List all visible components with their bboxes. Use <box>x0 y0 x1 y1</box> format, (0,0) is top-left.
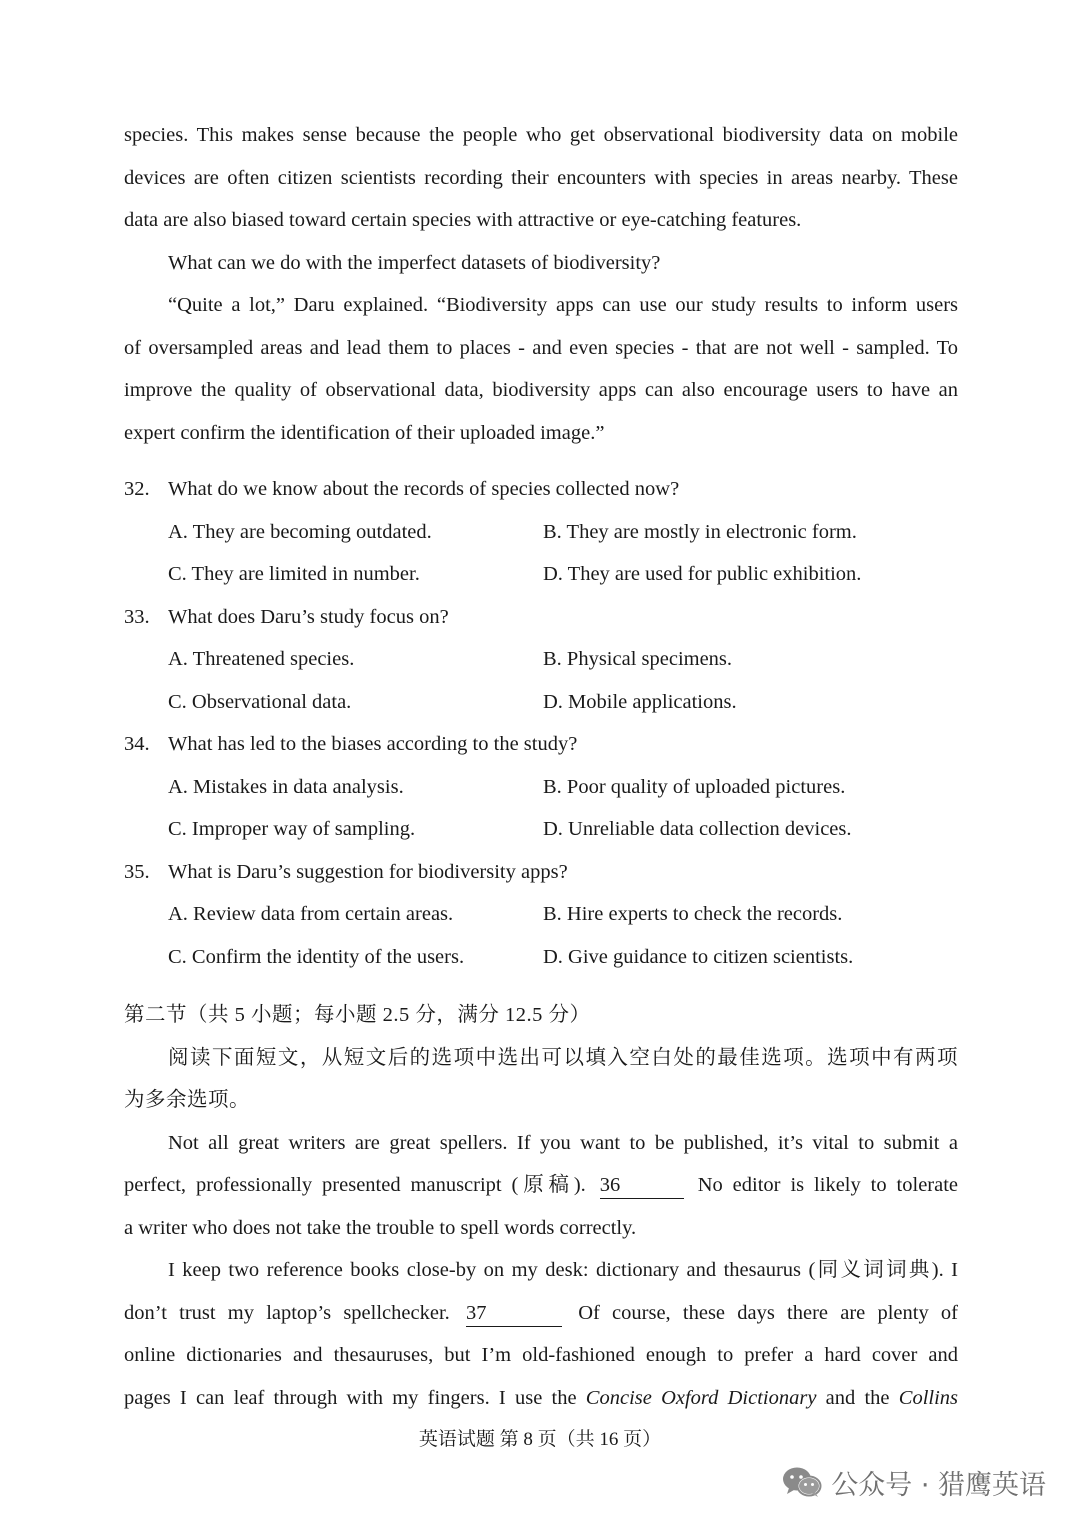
blank-36: 36 <box>600 1172 684 1199</box>
section-instruction: 为多余选项。 <box>124 1089 250 1111</box>
option-d: D. They are used for public exhibition. <box>543 563 862 585</box>
passage-line: don’t trust my laptop’s spellchecker. 37 Of course, these days there are plenty of <box>124 1292 958 1335</box>
passage-line: I keep two reference books close-by on my desk: dictionary and thesaurus (同义词词典). I <box>168 1259 958 1281</box>
option-c: C. They are limited in number. <box>168 563 420 585</box>
question-text: What is Daru’s suggestion for biodiversity apps? <box>168 860 568 883</box>
option-d: D. Unreliable data collection devices. <box>543 818 852 840</box>
passage-line: species. This makes sense because the people who get observational biodiversity data on mobile <box>124 124 958 146</box>
passage-2 <box>124 1122 958 1420</box>
question-number: 33. <box>124 605 150 628</box>
section-instruction: 阅读下面短文，从短文后的选项中选出可以填入空白处的最佳选项。选项中有两项 <box>168 1046 958 1069</box>
option-b: B. Hire experts to check the records. <box>543 903 843 925</box>
question-34 <box>124 723 958 851</box>
watermark <box>781 1462 1046 1502</box>
question-35 <box>124 851 958 979</box>
question-32 <box>124 468 958 596</box>
blank-37: 37 <box>466 1300 562 1327</box>
book-title: Concise Oxford Dictionary <box>585 1386 817 1409</box>
passage-line: a writer who does not take the trouble to spell words correctly. <box>124 1216 637 1239</box>
watermark-text: 公众号 · 猎鹰英语 <box>831 1469 1046 1501</box>
option-d: D. Give guidance to citizen scientists. <box>543 945 854 968</box>
passage-line: improve the quality of observational data, biodiversity apps can also encourage users to have an <box>124 379 958 401</box>
passage-line: expert confirm the identification of their uploaded image.” <box>124 421 605 444</box>
option-d: D. Mobile applications. <box>543 690 737 713</box>
passage-1 <box>124 114 958 454</box>
passage-line: Not all great writers are great spellers. If you want to be published, it’s vital to submit a <box>168 1131 958 1154</box>
book-title: Collins <box>898 1386 958 1409</box>
option-c: C. Observational data. <box>168 690 352 713</box>
option-c: C. Confirm the identity of the users. <box>168 945 465 968</box>
page-content <box>124 114 958 1419</box>
section-heading: 第二节（共 5 小题；每小题 2.5 分，满分 12.5 分） <box>124 1004 591 1026</box>
section-2 <box>124 994 958 1122</box>
passage-line: online dictionaries and thesauruses, but I’m old-fashioned enough to prefer a hard cover and <box>124 1344 958 1366</box>
option-a: A. Mistakes in data analysis. <box>168 775 404 798</box>
passage-line: pages I can leaf through with my fingers. I use the Concise Oxford Dictionary and the Collins <box>124 1386 958 1409</box>
option-b: B. Poor quality of uploaded pictures. <box>543 775 846 798</box>
option-b: B. They are mostly in electronic form. <box>543 520 857 543</box>
question-text: What has led to the biases according to the study? <box>168 733 578 755</box>
option-a: A. Review data from certain areas. <box>168 903 454 925</box>
question-list <box>124 468 958 978</box>
question-33 <box>124 596 958 724</box>
passage-line: “Quite a lot,” Daru explained. “Biodiversity apps can use our study results to inform users <box>168 294 958 316</box>
passage-line: devices are often citizen scientists recording their encounters with species in areas nearby. These <box>124 166 958 189</box>
page-footer: 英语试题 第 8 页（共 16 页） <box>418 1429 662 1450</box>
passage-line: perfect, professionally presented manuscript (原稿). 36 No editor is likely to tolerate <box>124 1164 958 1207</box>
question-text: What does Daru’s study focus on? <box>168 605 449 628</box>
wechat-icon <box>781 1465 823 1499</box>
passage-line: of oversampled areas and lead them to places - and even species - that are not well - sampled. To <box>124 336 958 359</box>
question-text: What do we know about the records of species collected now? <box>168 478 680 500</box>
option-a: A. Threatened species. <box>168 648 355 670</box>
option-b: B. Physical specimens. <box>543 648 733 670</box>
option-a: A. They are becoming outdated. <box>168 520 432 543</box>
passage-line: data are also biased toward certain species with attractive or eye-catching features. <box>124 209 802 231</box>
question-number: 35. <box>124 860 150 883</box>
option-c: C. Improper way of sampling. <box>168 818 416 840</box>
passage-line: What can we do with the imperfect datasets of biodiversity? <box>168 251 661 274</box>
question-number: 32. <box>124 478 150 500</box>
question-number: 34. <box>124 733 150 755</box>
